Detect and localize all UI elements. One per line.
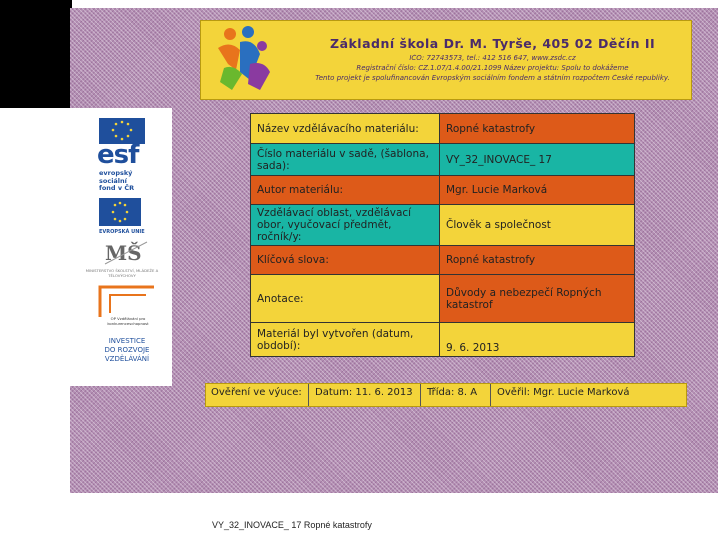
school-name: Základní škola Dr. M. Tyrše, 405 02 Děčín II (330, 36, 656, 51)
row-value: VY_32_INOVACE_ 17 (440, 144, 635, 176)
table-row (251, 144, 635, 176)
row-value: Ropné katastrofy (440, 246, 635, 275)
row-label: Název vzdělávacího materiálu: (251, 114, 440, 144)
esf-sub-line: fond v ČR (99, 184, 135, 192)
verification-class: Třída: 8. A (427, 387, 478, 398)
eu-label: EVROPSKÁ UNIE (99, 229, 145, 235)
footer-divider (308, 384, 309, 406)
table-row (251, 275, 635, 323)
row-value: Člověk a společnost (440, 205, 635, 246)
table-row (251, 176, 635, 205)
esf-subtitle (99, 170, 134, 193)
row-label: Anotace: (251, 275, 440, 323)
svg-text:MŠ: MŠ (105, 241, 142, 265)
material-info-table (250, 113, 635, 357)
row-value: 9. 6. 2013 (440, 323, 635, 357)
investice-line: VZDĚLÁVÁNÍ (104, 355, 150, 363)
esf-sub-line: sociální (99, 176, 127, 185)
row-value: Ropné katastrofy (440, 114, 635, 144)
table-row (251, 323, 635, 357)
header-registration-line: Registrační číslo: CZ.1.07/1.4.00/21.1099 Název projektu: Spolu to dokážeme (356, 64, 629, 72)
footer-divider (490, 384, 491, 406)
table-row (251, 114, 635, 144)
verification-label: Ověření ve výuce: (211, 387, 302, 398)
verification-date: Datum: 11. 6. 2013 (315, 387, 413, 398)
row-label: Vzdělávací oblast, vzdělávací obor, vyučovací předmět, ročník/y: (251, 205, 440, 246)
op-label: OP Vzdělávání pro konkurenceschopnost (107, 316, 149, 326)
investice-text (100, 337, 154, 364)
footer-divider (420, 384, 421, 406)
row-label: Autor materiálu: (251, 176, 440, 205)
eu-flag-icon (99, 198, 141, 226)
esf-sub-line: evropský (99, 169, 133, 177)
school-logo-icon (210, 24, 274, 94)
row-label: Klíčová slova: (251, 246, 440, 275)
header-funding-line: Tento projekt je spolufinancován Evropským sociálním fondem a státním rozpočtem České republiky. (315, 74, 670, 82)
table-row (251, 205, 635, 246)
slide-caption: VY_32_INOVACE_ 17 Ropné katastrofy (212, 520, 372, 530)
header-contact-line: IČO: 72743573, tel.: 412 516 647, www.zsdc.cz (409, 54, 576, 62)
table-row (251, 246, 635, 275)
investice-line: DO ROZVOJE (104, 346, 150, 354)
esf-logo-text: esf (97, 140, 139, 170)
msmt-label: MINISTERSTVO ŠKOLSTVÍ, MLÁDEŽE A TĚLOVÝCHOVY (85, 268, 159, 278)
row-value: Mgr. Lucie Marková (440, 176, 635, 205)
msmt-logo-icon (103, 238, 149, 268)
black-corner-block (0, 0, 72, 108)
investice-line: INVESTICE (108, 337, 146, 345)
verification-teacher: Ověřil: Mgr. Lucie Marková (497, 387, 630, 398)
row-label: Materiál byl vytvořen (datum, období): (251, 323, 440, 357)
row-value: Důvody a nebezpečí Ropných katastrof (440, 275, 635, 323)
row-label: Číslo materiálu v sadě, (šablona, sada): (251, 144, 440, 176)
